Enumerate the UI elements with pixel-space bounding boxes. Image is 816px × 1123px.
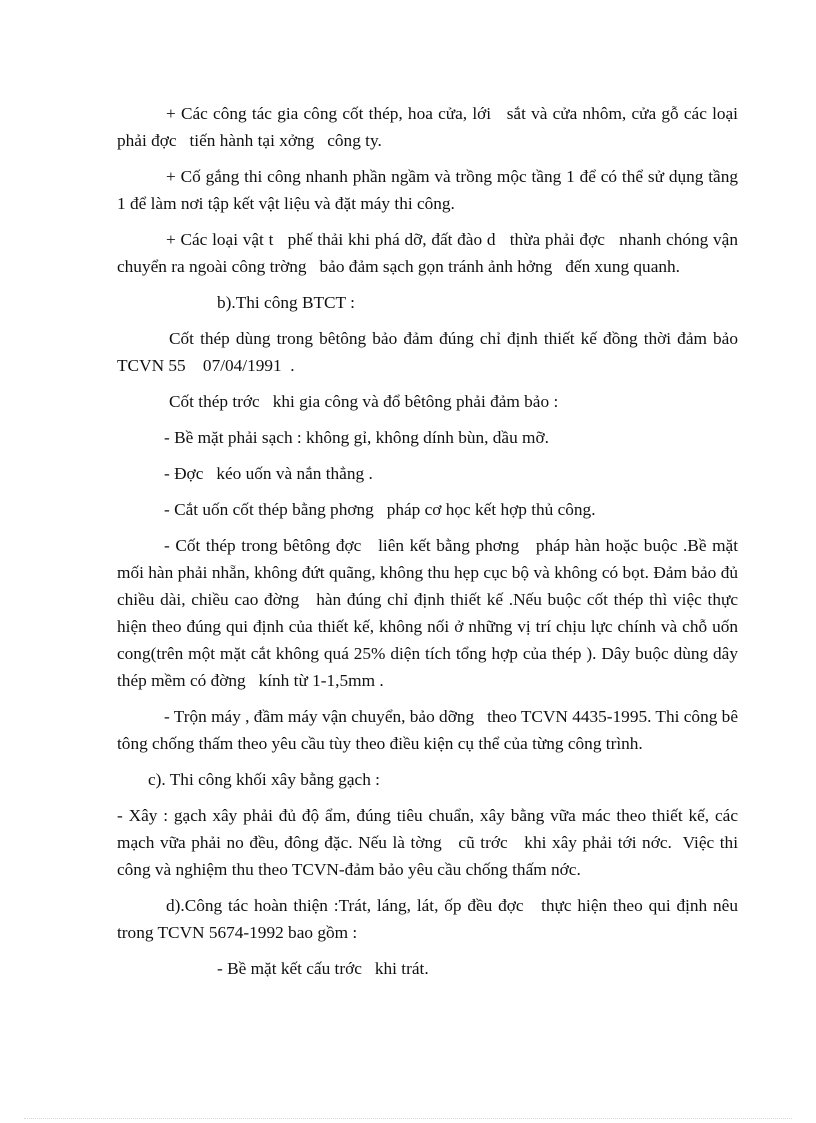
section-heading-finishing: d).Công tác hoàn thiện :Trát, láng, lát, ốp đều đợc thực hiện theo qui định nêu trong TCVN 5674-1992 bao gồm : bbox=[117, 896, 743, 942]
list-item-clean-surface: - Bề mặt phải sạch : không gỉ, không dính bùn, dầu mỡ. bbox=[164, 428, 549, 447]
list-item-mixing: - Trộn máy , đầm máy vận chuyển, bảo dỡng theo TCVN 4435-1995. Thi công bê tông chống thấm theo yêu cầu tùy theo điều kiện cụ thể của từng công trình. bbox=[117, 707, 743, 753]
list-item-surface-before-plaster: - Bề mặt kết cấu trớc khi trát. bbox=[217, 959, 429, 978]
document-body bbox=[117, 100, 743, 991]
list-item-cutting: - Cắt uốn cốt thép bằng phơng pháp cơ học kết hợp thủ công. bbox=[164, 500, 596, 519]
paragraph-rebar-spec: Cốt thép dùng trong bêtông bảo đảm đúng chỉ định thiết kế đồng thời đảm bảo TCVN 55 07/04/1991 . bbox=[117, 329, 743, 375]
section-heading-btct: b).Thi công BTCT : bbox=[217, 293, 355, 312]
paragraph-rebar-before: Cốt thép trớc khi gia công và đổ bêtông phải đảm bảo : bbox=[169, 392, 559, 411]
section-heading-masonry: c). Thi công khối xây bằng gạch : bbox=[148, 770, 380, 789]
list-item-straighten: - Đợc kéo uốn và nắn thẳng . bbox=[164, 464, 373, 483]
paragraph-fast-construction: + Cố gắng thi công nhanh phần ngầm và trồng mộc tầng 1 để có thể sử dụng tầng 1 để làm nơi tập kết vật liệu và đặt máy thi công. bbox=[117, 167, 743, 213]
list-item-rebar-joining: - Cốt thép trong bêtông đợc liên kết bằng phơng pháp hàn hoặc buộc .Bề mặt mối hàn phải nhẵn, không đứt quãng, không thu hẹp cục bộ và không có bọt. Đảm bảo đủ chiều dài, chiều cao đờng hàn đúng chỉ định thiết kế .Nếu buộc cốt thép thì việc thực hiện theo đúng qui định của thiết kế, không nối ở những vị trí chịu lực chính và chỗ uốn cong(trên một mặt cắt không quá 25% diện tích tổng hợp của thép ). Dây buộc dùng dây thép mềm có đờng kính từ 1-1,5mm . bbox=[117, 536, 743, 690]
paragraph-masonry: - Xây : gạch xây phải đủ độ ẩm, đúng tiêu chuẩn, xây bằng vữa mác theo thiết kế, các mạch vữa phải no đều, đông đặc. Nếu là tờng cũ trớc khi xây phải tới nớc. Việc thi công và nghiệm thu theo TCVN-đảm bảo yêu cầu chống thấm nớc. bbox=[117, 806, 743, 879]
paragraph-waste-removal: + Các loại vật t phế thải khi phá dỡ, đất đào d thừa phải đợc nhanh chóng vận chuyển ra ngoài công trờng bảo đảm sạch gọn tránh ảnh hởng đến xung quanh. bbox=[117, 230, 743, 276]
paragraph-fabrication: + Các công tác gia công cốt thép, hoa cửa, lới sắt và cửa nhôm, cửa gỗ các loại phải đợc tiến hành tại xởng công ty. bbox=[117, 104, 743, 150]
page-bottom-divider bbox=[24, 1118, 792, 1119]
